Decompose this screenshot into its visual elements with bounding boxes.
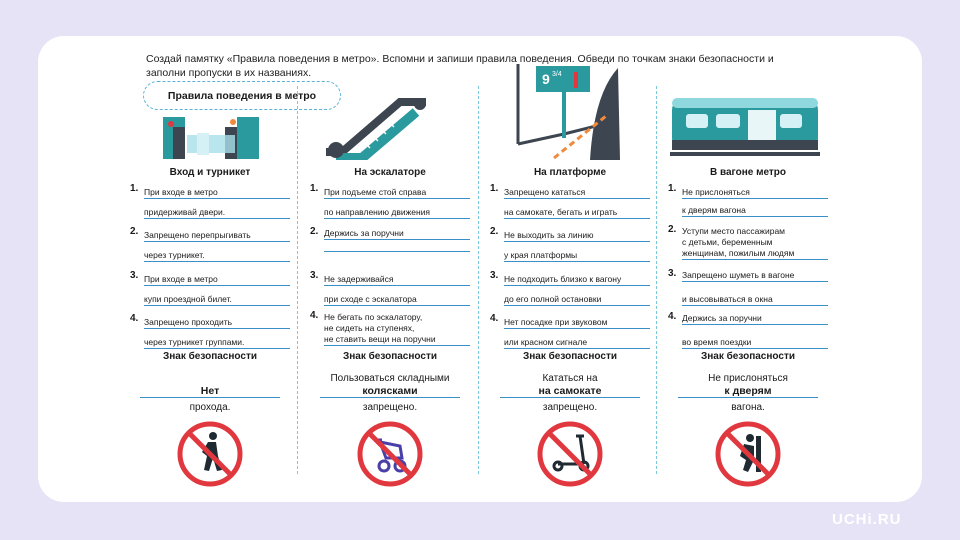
rule-line: Нет посадке при звуковом	[504, 317, 650, 329]
sign-caption-end: запрещено.	[542, 402, 598, 413]
sign-caption: Кататься на	[542, 373, 598, 384]
rule-line: Держись за поручни	[682, 313, 828, 325]
rule-line: Не задерживайся	[324, 274, 470, 286]
rule-line: у края платформы	[504, 250, 650, 262]
column-title: На платформе	[533, 167, 607, 178]
sign-caption: Пользоваться складными	[330, 373, 450, 384]
rule-line: придерживай двери.	[144, 207, 290, 219]
rule-line	[324, 250, 470, 252]
rule-line: Не бегать по эскалатору,	[324, 312, 423, 322]
escalator-illustration	[322, 96, 430, 160]
rule-line: и высовываться в окна	[682, 294, 828, 306]
turnstile-illustration	[163, 113, 259, 159]
no-leaning-on-doors-icon	[714, 420, 782, 488]
rule-line: Не прислоняться	[682, 187, 828, 199]
rule-line: Запрещено шуметь в вагоне	[682, 270, 828, 282]
rule-line: не сидеть на ступенях,	[324, 323, 415, 333]
rule-line: Не выходить за линию	[504, 230, 650, 242]
column-divider	[478, 86, 479, 474]
no-stroller-icon	[356, 420, 424, 488]
rule-line: Запрещено перепрыгивать	[144, 230, 290, 242]
rule-line: до его полной остановки	[504, 294, 650, 306]
rule-line: с детьми, беременным	[682, 237, 773, 247]
rule-line: При входе в метро	[144, 274, 290, 286]
sign-heading: Знак безопасности	[700, 351, 795, 362]
sign-fill-text: к дверям	[678, 385, 818, 398]
rule-line: по направлению движения	[324, 207, 470, 219]
platform-illustration	[514, 64, 620, 160]
title-bubble: Правила поведения в метро	[143, 81, 341, 110]
platform-number-sign: 9	[542, 71, 550, 87]
rule-line: не ставить вещи на поручни	[324, 334, 470, 346]
rule-line: через турникет группами.	[144, 337, 290, 349]
svg-text:3/4: 3/4	[552, 71, 562, 78]
column-divider	[656, 86, 657, 474]
sign-caption-end: вагона.	[731, 402, 765, 413]
sign-heading: Знак безопасности	[522, 351, 617, 362]
rule-line: Не подходить близко к вагону	[504, 274, 650, 286]
rule-line: женщинам, пожилым людям	[682, 248, 828, 260]
instruction-text: Создай памятку «Правила поведения в метро». Вспомни и запиши правила поведения. Обведи по точкам знаки безопасности и заполни пропуски в их названиях.	[146, 53, 774, 79]
sign-fill-text: Нет	[140, 385, 280, 398]
rule-line: купи проездной билет.	[144, 294, 290, 306]
sign-fill-text: колясками	[320, 385, 460, 398]
sign-caption-end: прохода.	[189, 402, 231, 413]
rule-line: Запрещено кататься	[504, 187, 650, 199]
no-entry-pedestrian-icon	[176, 420, 244, 488]
rule-line: во время поездки	[682, 337, 828, 349]
rule-line: Уступи место пассажирам	[682, 226, 786, 236]
column-title: В вагоне метро	[709, 167, 787, 178]
metro-car-illustration	[670, 96, 820, 160]
sign-heading: Знак безопасности	[162, 351, 257, 362]
sign-fill-text: на самокате	[500, 385, 640, 398]
no-scooter-icon	[536, 420, 604, 488]
rule-line: на самокате, бегать и играть	[504, 207, 650, 219]
uchi-ru-logo: UCHi.RU	[832, 511, 902, 528]
column-title: Вход и турникет	[169, 167, 251, 178]
sign-caption-end: запрещено.	[362, 402, 418, 413]
rule-line: Запрещено проходить	[144, 317, 290, 329]
sign-heading: Знак безопасности	[342, 351, 437, 362]
rule-line: к дверям вагона	[682, 205, 828, 217]
column-divider	[297, 86, 298, 474]
rule-line: через турникет.	[144, 250, 290, 262]
rule-line: При входе в метро	[144, 187, 290, 199]
rule-line: при сходе с эскалатора	[324, 294, 470, 306]
rule-line: Держись за поручни	[324, 228, 470, 240]
rule-line: или красном сигнале	[504, 337, 650, 349]
sign-caption: Не прислоняться	[708, 373, 788, 384]
rule-line: При подъеме стой справа	[324, 187, 470, 199]
column-title: На эскалаторе	[354, 167, 426, 178]
